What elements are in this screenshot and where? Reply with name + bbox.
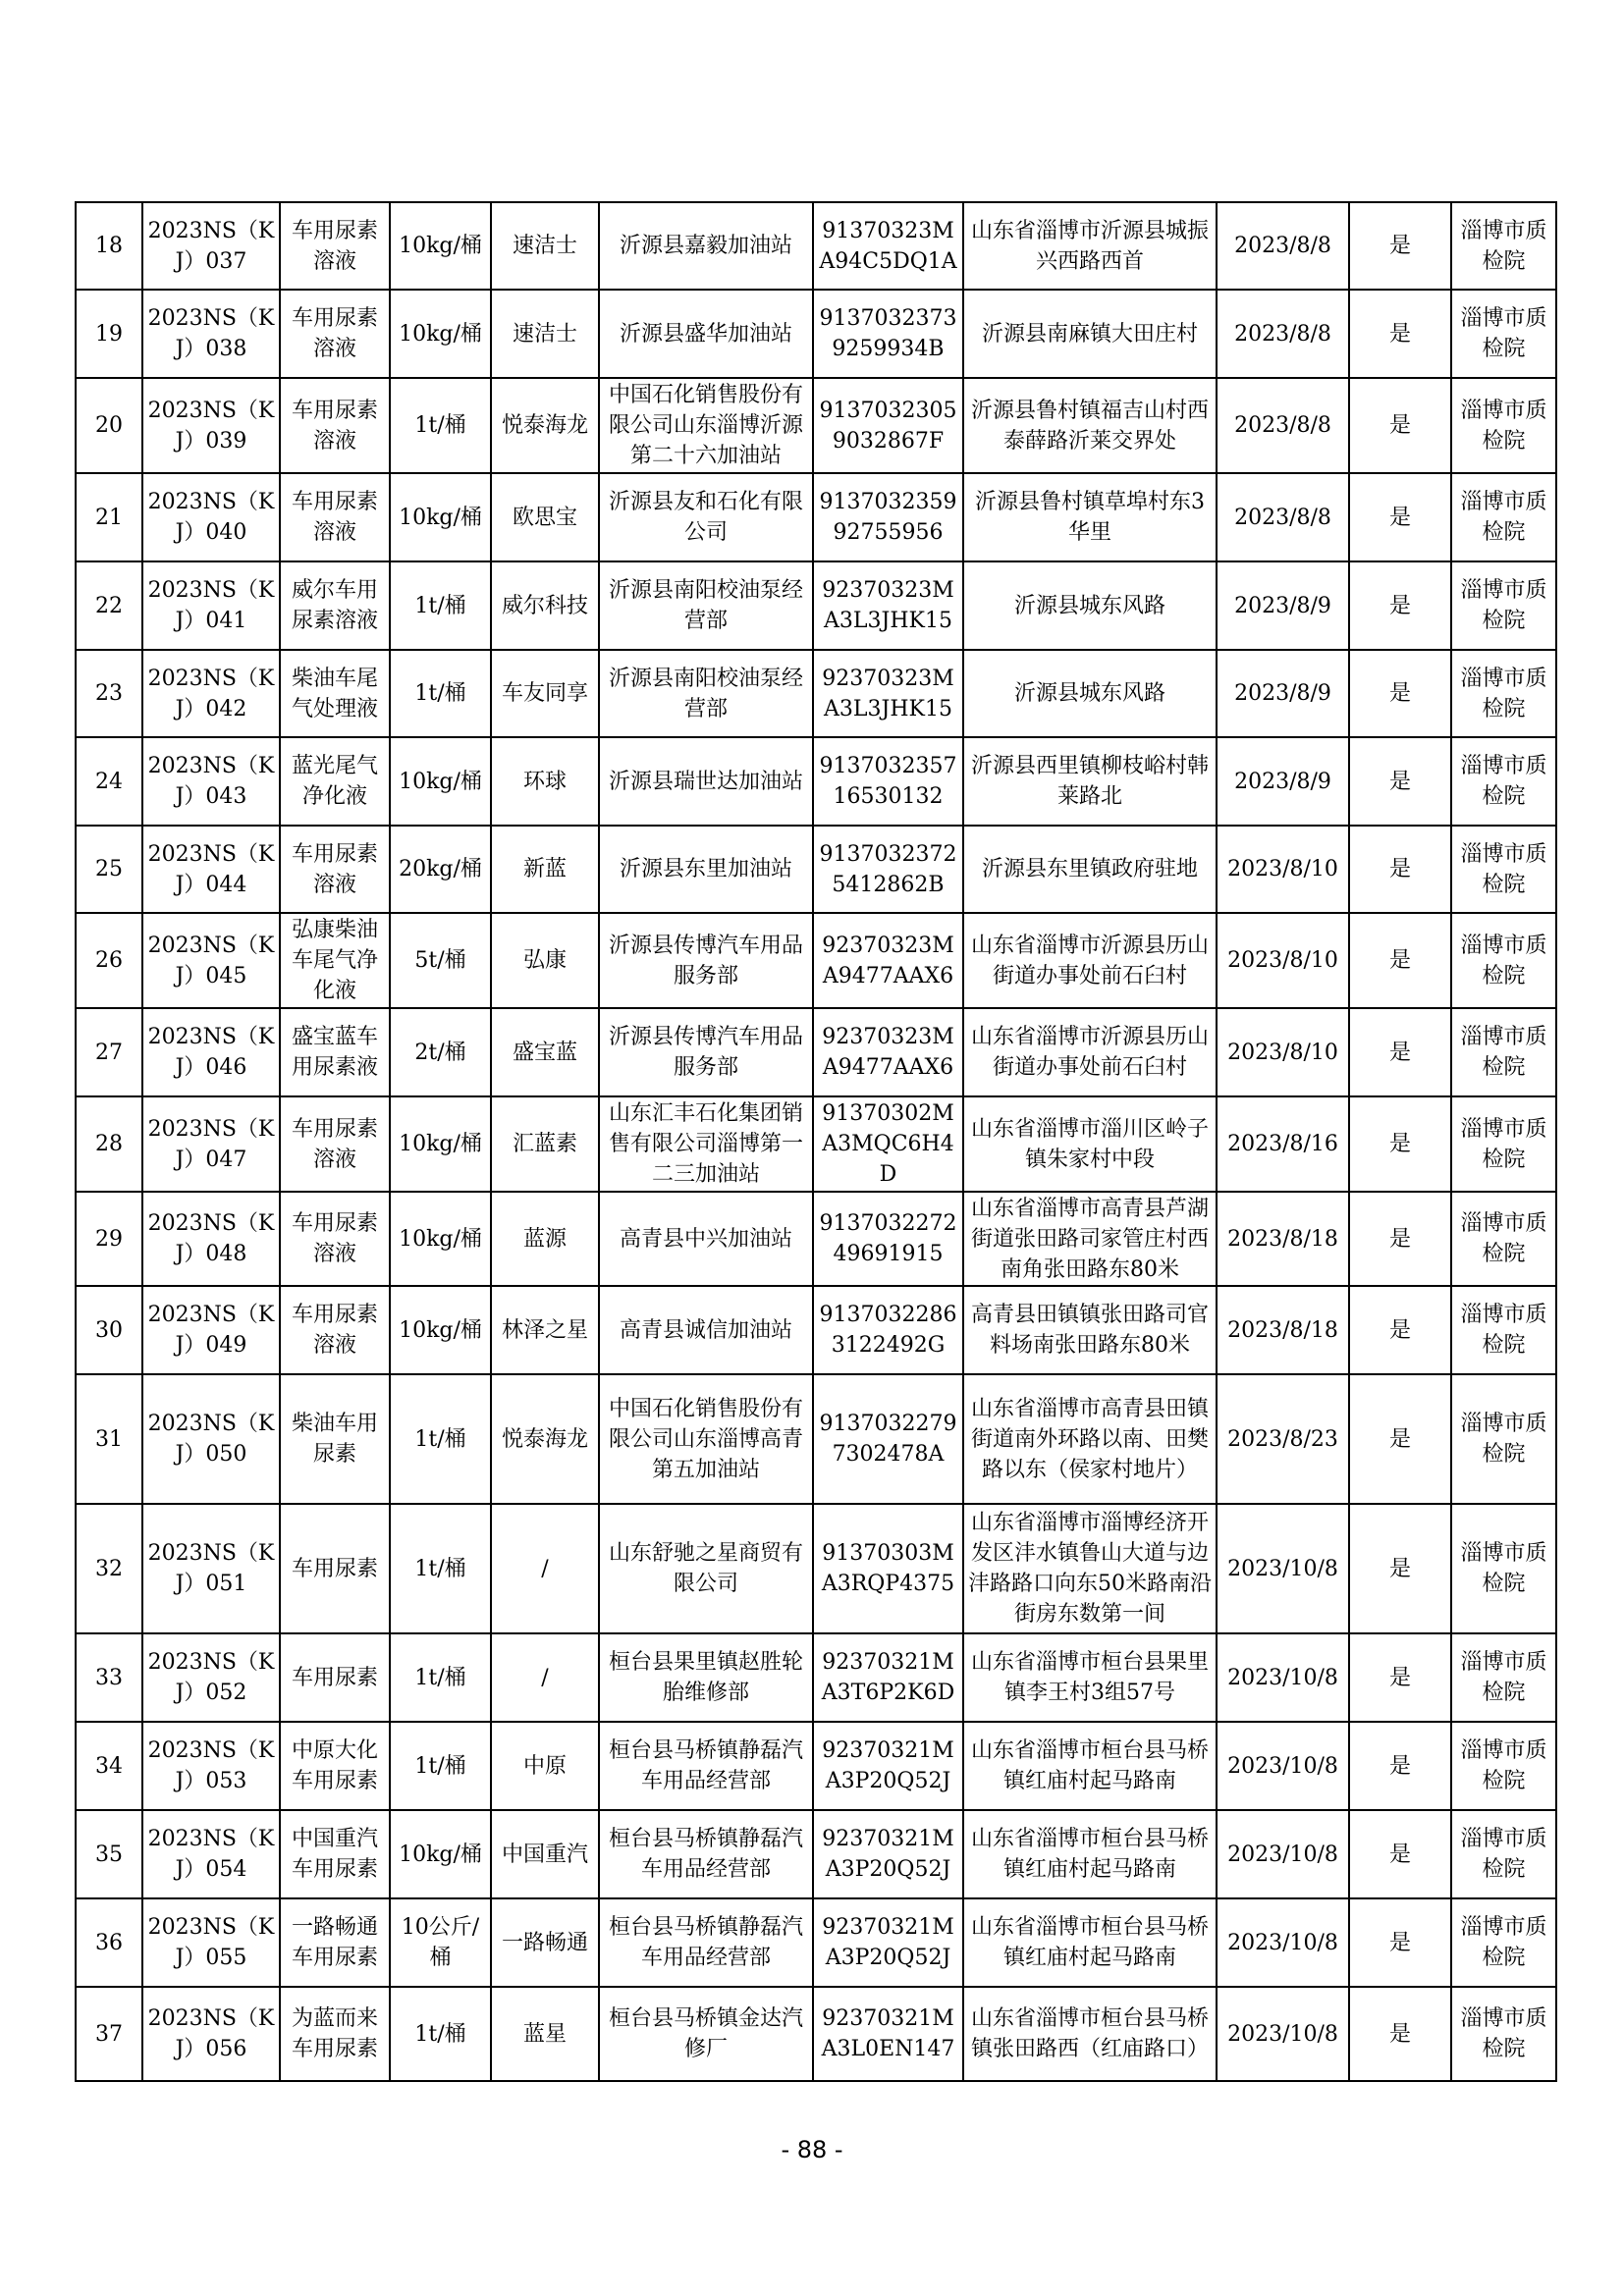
cell-qualified: 是 [1349,1008,1451,1096]
cell-spec: 1t/桶 [390,1504,491,1633]
cell-product-name: 车用尿素溶液 [280,202,390,290]
cell-spec: 10kg/桶 [390,1810,491,1898]
cell-credit-code: 92370321MA3P20Q52J [813,1898,963,1987]
cell-product-name: 车用尿素溶液 [280,826,390,913]
cell-sample-id: 2023NS（KJ）038 [142,290,280,378]
cell-row-no: 33 [76,1633,142,1722]
cell-sample-id: 2023NS（KJ）055 [142,1898,280,1987]
cell-qualified: 是 [1349,290,1451,378]
cell-address: 山东省淄博市淄博经济开发区沣水镇鲁山大道与边沣路路口向东50米路南沿街房东数第一间 [963,1504,1217,1633]
cell-qualified: 是 [1349,561,1451,650]
table-row [76,737,1556,826]
cell-product-name: 车用尿素溶液 [280,1096,390,1192]
cell-spec: 1t/桶 [390,1633,491,1722]
cell-sampled-unit: 桓台县马桥镇静磊汽车用品经营部 [599,1898,813,1987]
cell-product-name: 中原大化车用尿素 [280,1722,390,1810]
cell-row-no: 28 [76,1096,142,1192]
cell-brand: 汇蓝素 [491,1096,599,1192]
cell-sample-id: 2023NS（KJ）044 [142,826,280,913]
cell-sample-id: 2023NS（KJ）043 [142,737,280,826]
cell-address: 山东省淄博市沂源县历山街道办事处前石臼村 [963,913,1217,1008]
table-row [76,1898,1556,1987]
cell-address: 沂源县鲁村镇草埠村东3华里 [963,473,1217,561]
cell-qualified: 是 [1349,378,1451,473]
cell-sampling-date: 2023/8/18 [1217,1286,1349,1374]
cell-address: 山东省淄博市沂源县历山街道办事处前石臼村 [963,1008,1217,1096]
cell-address: 高青县田镇镇张田路司官料场南张田路东80米 [963,1286,1217,1374]
cell-sampled-unit: 高青县诚信加油站 [599,1286,813,1374]
cell-qualified: 是 [1349,1504,1451,1633]
cell-product-name: 车用尿素溶液 [280,473,390,561]
cell-row-no: 21 [76,473,142,561]
cell-sampling-date: 2023/10/8 [1217,1504,1349,1633]
cell-address: 山东省淄博市高青县芦湖街道张田路司家管庄村西南角张田路东80米 [963,1192,1217,1286]
cell-inspection-agency: 淄博市质检院 [1451,378,1556,473]
cell-brand: 环球 [491,737,599,826]
cell-sampling-date: 2023/8/8 [1217,473,1349,561]
cell-credit-code: 92370321MA3L0EN147 [813,1987,963,2081]
cell-credit-code: 92370323MA3L3JHK15 [813,561,963,650]
cell-row-no: 18 [76,202,142,290]
cell-spec: 5t/桶 [390,913,491,1008]
cell-spec: 1t/桶 [390,650,491,737]
table-body [76,202,1556,2081]
cell-qualified: 是 [1349,1286,1451,1374]
cell-credit-code: 91370322797302478A [813,1374,963,1504]
cell-brand: 悦泰海龙 [491,378,599,473]
cell-credit-code: 92370321MA3P20Q52J [813,1722,963,1810]
table-row [76,1722,1556,1810]
cell-brand: 中原 [491,1722,599,1810]
cell-product-name: 柴油车尾气处理液 [280,650,390,737]
cell-row-no: 20 [76,378,142,473]
cell-sampled-unit: 沂源县嘉毅加油站 [599,202,813,290]
cell-sampling-date: 2023/8/10 [1217,1008,1349,1096]
table-row [76,913,1556,1008]
cell-product-name: 车用尿素 [280,1633,390,1722]
cell-spec: 1t/桶 [390,1987,491,2081]
cell-brand: 威尔科技 [491,561,599,650]
cell-product-name: 车用尿素 [280,1504,390,1633]
cell-sampled-unit: 中国石化销售股份有限公司山东淄博高青第五加油站 [599,1374,813,1504]
cell-spec: 10kg/桶 [390,473,491,561]
cell-row-no: 34 [76,1722,142,1810]
cell-credit-code: 92370323MA9477AAX6 [813,913,963,1008]
cell-inspection-agency: 淄博市质检院 [1451,1722,1556,1810]
cell-credit-code: 91370323059032867F [813,378,963,473]
cell-sample-id: 2023NS（KJ）048 [142,1192,280,1286]
cell-inspection-agency: 淄博市质检院 [1451,561,1556,650]
cell-sample-id: 2023NS（KJ）050 [142,1374,280,1504]
cell-product-name: 车用尿素溶液 [280,1286,390,1374]
cell-product-name: 蓝光尾气净化液 [280,737,390,826]
cell-sampling-date: 2023/8/9 [1217,650,1349,737]
cell-address: 沂源县东里镇政府驻地 [963,826,1217,913]
cell-inspection-agency: 淄博市质检院 [1451,1286,1556,1374]
cell-inspection-agency: 淄博市质检院 [1451,1504,1556,1633]
cell-address: 沂源县鲁村镇福吉山村西泰薛路沂莱交界处 [963,378,1217,473]
cell-brand: 欧思宝 [491,473,599,561]
cell-credit-code: 91370323MA94C5DQ1A [813,202,963,290]
cell-credit-code: 913703227249691915 [813,1192,963,1286]
cell-sample-id: 2023NS（KJ）040 [142,473,280,561]
table-row [76,650,1556,737]
table-row [76,1374,1556,1504]
cell-brand: 速洁士 [491,202,599,290]
cell-address: 山东省淄博市沂源县城振兴西路西首 [963,202,1217,290]
cell-sampling-date: 2023/8/8 [1217,378,1349,473]
cell-sampled-unit: 沂源县南阳校油泵经营部 [599,561,813,650]
cell-credit-code: 91370302MA3MQC6H4D [813,1096,963,1192]
cell-sampled-unit: 山东汇丰石化集团销售有限公司淄博第一二三加油站 [599,1096,813,1192]
cell-sample-id: 2023NS（KJ）049 [142,1286,280,1374]
cell-qualified: 是 [1349,1810,1451,1898]
cell-row-no: 26 [76,913,142,1008]
cell-qualified: 是 [1349,202,1451,290]
cell-brand: 蓝源 [491,1192,599,1286]
table-row [76,290,1556,378]
cell-credit-code: 92370321MA3P20Q52J [813,1810,963,1898]
cell-inspection-agency: 淄博市质检院 [1451,1810,1556,1898]
cell-address: 沂源县南麻镇大田庄村 [963,290,1217,378]
cell-sampled-unit: 高青县中兴加油站 [599,1192,813,1286]
cell-brand: 车友同享 [491,650,599,737]
cell-qualified: 是 [1349,1374,1451,1504]
cell-sampling-date: 2023/10/8 [1217,1722,1349,1810]
cell-row-no: 19 [76,290,142,378]
cell-product-name: 车用尿素溶液 [280,1192,390,1286]
cell-credit-code: 92370321MA3T6P2K6D [813,1633,963,1722]
table-row [76,826,1556,913]
cell-qualified: 是 [1349,737,1451,826]
cell-address: 沂源县西里镇柳枝峪村韩莱路北 [963,737,1217,826]
page-sheet [75,201,1555,2082]
cell-sample-id: 2023NS（KJ）037 [142,202,280,290]
cell-inspection-agency: 淄博市质检院 [1451,1192,1556,1286]
cell-inspection-agency: 淄博市质检院 [1451,202,1556,290]
cell-spec: 2t/桶 [390,1008,491,1096]
cell-row-no: 23 [76,650,142,737]
cell-address: 山东省淄博市桓台县马桥镇张田路西（红庙路口） [963,1987,1217,2081]
cell-sample-id: 2023NS（KJ）042 [142,650,280,737]
cell-sampling-date: 2023/10/8 [1217,1898,1349,1987]
cell-row-no: 29 [76,1192,142,1286]
cell-sampled-unit: 山东舒驰之星商贸有限公司 [599,1504,813,1633]
cell-credit-code: 913703235992755956 [813,473,963,561]
cell-sampling-date: 2023/8/9 [1217,561,1349,650]
cell-product-name: 中国重汽车用尿素 [280,1810,390,1898]
cell-brand: 盛宝蓝 [491,1008,599,1096]
cell-spec: 10公斤/桶 [390,1898,491,1987]
cell-brand: 新蓝 [491,826,599,913]
cell-qualified: 是 [1349,1633,1451,1722]
cell-sampled-unit: 沂源县传博汽车用品服务部 [599,913,813,1008]
cell-credit-code: 91370303MA3RQP4375 [813,1504,963,1633]
cell-brand: / [491,1633,599,1722]
cell-sample-id: 2023NS（KJ）054 [142,1810,280,1898]
cell-row-no: 25 [76,826,142,913]
cell-sampled-unit: 桓台县马桥镇静磊汽车用品经营部 [599,1722,813,1810]
cell-inspection-agency: 淄博市质检院 [1451,826,1556,913]
cell-sampling-date: 2023/8/16 [1217,1096,1349,1192]
table-row [76,561,1556,650]
cell-credit-code: 92370323MA3L3JHK15 [813,650,963,737]
table-row [76,1192,1556,1286]
cell-row-no: 30 [76,1286,142,1374]
cell-spec: 10kg/桶 [390,737,491,826]
cell-spec: 10kg/桶 [390,1096,491,1192]
cell-sample-id: 2023NS（KJ）041 [142,561,280,650]
cell-sample-id: 2023NS（KJ）047 [142,1096,280,1192]
cell-spec: 10kg/桶 [390,290,491,378]
cell-spec: 10kg/桶 [390,1286,491,1374]
cell-qualified: 是 [1349,913,1451,1008]
cell-qualified: 是 [1349,826,1451,913]
cell-product-name: 威尔车用尿素溶液 [280,561,390,650]
cell-sampled-unit: 沂源县友和石化有限公司 [599,473,813,561]
table-row [76,1987,1556,2081]
cell-inspection-agency: 淄博市质检院 [1451,1898,1556,1987]
cell-sampling-date: 2023/10/8 [1217,1810,1349,1898]
cell-sampling-date: 2023/8/8 [1217,202,1349,290]
cell-brand: 中国重汽 [491,1810,599,1898]
cell-product-name: 一路畅通车用尿素 [280,1898,390,1987]
cell-address: 山东省淄博市桓台县马桥镇红庙村起马路南 [963,1810,1217,1898]
cell-inspection-agency: 淄博市质检院 [1451,1096,1556,1192]
cell-inspection-agency: 淄博市质检院 [1451,650,1556,737]
cell-sampled-unit: 沂源县传博汽车用品服务部 [599,1008,813,1096]
cell-qualified: 是 [1349,1898,1451,1987]
table-row [76,1504,1556,1633]
cell-sample-id: 2023NS（KJ）056 [142,1987,280,2081]
cell-brand: 弘康 [491,913,599,1008]
cell-inspection-agency: 淄博市质检院 [1451,1987,1556,2081]
cell-brand: / [491,1504,599,1633]
cell-address: 沂源县城东风路 [963,650,1217,737]
cell-spec: 20kg/桶 [390,826,491,913]
cell-brand: 速洁士 [491,290,599,378]
cell-inspection-agency: 淄博市质检院 [1451,1633,1556,1722]
cell-sampled-unit: 中国石化销售股份有限公司山东淄博沂源第二十六加油站 [599,378,813,473]
cell-brand: 蓝星 [491,1987,599,2081]
cell-sampling-date: 2023/8/23 [1217,1374,1349,1504]
cell-address: 山东省淄博市淄川区岭子镇朱家村中段 [963,1096,1217,1192]
cell-sampling-date: 2023/8/9 [1217,737,1349,826]
table-row [76,1633,1556,1722]
cell-row-no: 35 [76,1810,142,1898]
table-row [76,473,1556,561]
cell-sample-id: 2023NS（KJ）053 [142,1722,280,1810]
cell-sampled-unit: 桓台县马桥镇金达汽修厂 [599,1987,813,2081]
cell-sampled-unit: 沂源县东里加油站 [599,826,813,913]
cell-qualified: 是 [1349,473,1451,561]
cell-credit-code: 913703235716530132 [813,737,963,826]
cell-row-no: 31 [76,1374,142,1504]
page-number: - 88 - [781,2136,843,2163]
cell-row-no: 37 [76,1987,142,2081]
cell-row-no: 32 [76,1504,142,1633]
cell-sampled-unit: 桓台县果里镇赵胜轮胎维修部 [599,1633,813,1722]
cell-row-no: 27 [76,1008,142,1096]
cell-product-name: 车用尿素溶液 [280,378,390,473]
cell-sample-id: 2023NS（KJ）046 [142,1008,280,1096]
cell-sampling-date: 2023/10/8 [1217,1633,1349,1722]
cell-sampled-unit: 桓台县马桥镇静磊汽车用品经营部 [599,1810,813,1898]
cell-row-no: 36 [76,1898,142,1987]
cell-sampling-date: 2023/8/18 [1217,1192,1349,1286]
cell-sampling-date: 2023/8/10 [1217,826,1349,913]
cell-row-no: 22 [76,561,142,650]
cell-brand: 一路畅通 [491,1898,599,1987]
cell-inspection-agency: 淄博市质检院 [1451,473,1556,561]
cell-sample-id: 2023NS（KJ）039 [142,378,280,473]
table-row [76,1810,1556,1898]
table-row [76,1096,1556,1192]
cell-product-name: 为蓝而来车用尿素 [280,1987,390,2081]
cell-sampling-date: 2023/8/8 [1217,290,1349,378]
cell-qualified: 是 [1349,1096,1451,1192]
cell-credit-code: 92370323MA9477AAX6 [813,1008,963,1096]
cell-product-name: 车用尿素溶液 [280,290,390,378]
cell-sample-id: 2023NS（KJ）052 [142,1633,280,1722]
cell-sampled-unit: 沂源县南阳校油泵经营部 [599,650,813,737]
cell-address: 山东省淄博市桓台县马桥镇红庙村起马路南 [963,1722,1217,1810]
table-row [76,1008,1556,1096]
cell-spec: 1t/桶 [390,1374,491,1504]
cell-inspection-agency: 淄博市质检院 [1451,1008,1556,1096]
cell-sample-id: 2023NS（KJ）045 [142,913,280,1008]
cell-credit-code: 91370323725412862B [813,826,963,913]
cell-address: 山东省淄博市桓台县马桥镇红庙村起马路南 [963,1898,1217,1987]
cell-sampled-unit: 沂源县盛华加油站 [599,290,813,378]
cell-address: 沂源县城东风路 [963,561,1217,650]
sampling-results-table [75,201,1557,2082]
cell-spec: 10kg/桶 [390,202,491,290]
cell-row-no: 24 [76,737,142,826]
cell-qualified: 是 [1349,650,1451,737]
cell-sampled-unit: 沂源县瑞世达加油站 [599,737,813,826]
cell-sample-id: 2023NS（KJ）051 [142,1504,280,1633]
cell-qualified: 是 [1349,1192,1451,1286]
cell-sampling-date: 2023/8/10 [1217,913,1349,1008]
cell-spec: 10kg/桶 [390,1192,491,1286]
cell-spec: 1t/桶 [390,1722,491,1810]
cell-spec: 1t/桶 [390,561,491,650]
cell-inspection-agency: 淄博市质检院 [1451,290,1556,378]
cell-credit-code: 91370322863122492G [813,1286,963,1374]
cell-product-name: 弘康柴油车尾气净化液 [280,913,390,1008]
cell-inspection-agency: 淄博市质检院 [1451,1374,1556,1504]
cell-qualified: 是 [1349,1722,1451,1810]
cell-spec: 1t/桶 [390,378,491,473]
cell-credit-code: 91370323739259934B [813,290,963,378]
cell-inspection-agency: 淄博市质检院 [1451,913,1556,1008]
table-row [76,1286,1556,1374]
cell-product-name: 柴油车用尿素 [280,1374,390,1504]
cell-brand: 悦泰海龙 [491,1374,599,1504]
cell-brand: 林泽之星 [491,1286,599,1374]
cell-address: 山东省淄博市桓台县果里镇李王村3组57号 [963,1633,1217,1722]
cell-address: 山东省淄博市高青县田镇街道南外环路以南、田樊路以东（侯家村地片） [963,1374,1217,1504]
cell-sampling-date: 2023/10/8 [1217,1987,1349,2081]
table-row [76,378,1556,473]
cell-qualified: 是 [1349,1987,1451,2081]
table-row [76,202,1556,290]
cell-inspection-agency: 淄博市质检院 [1451,737,1556,826]
cell-product-name: 盛宝蓝车用尿素液 [280,1008,390,1096]
